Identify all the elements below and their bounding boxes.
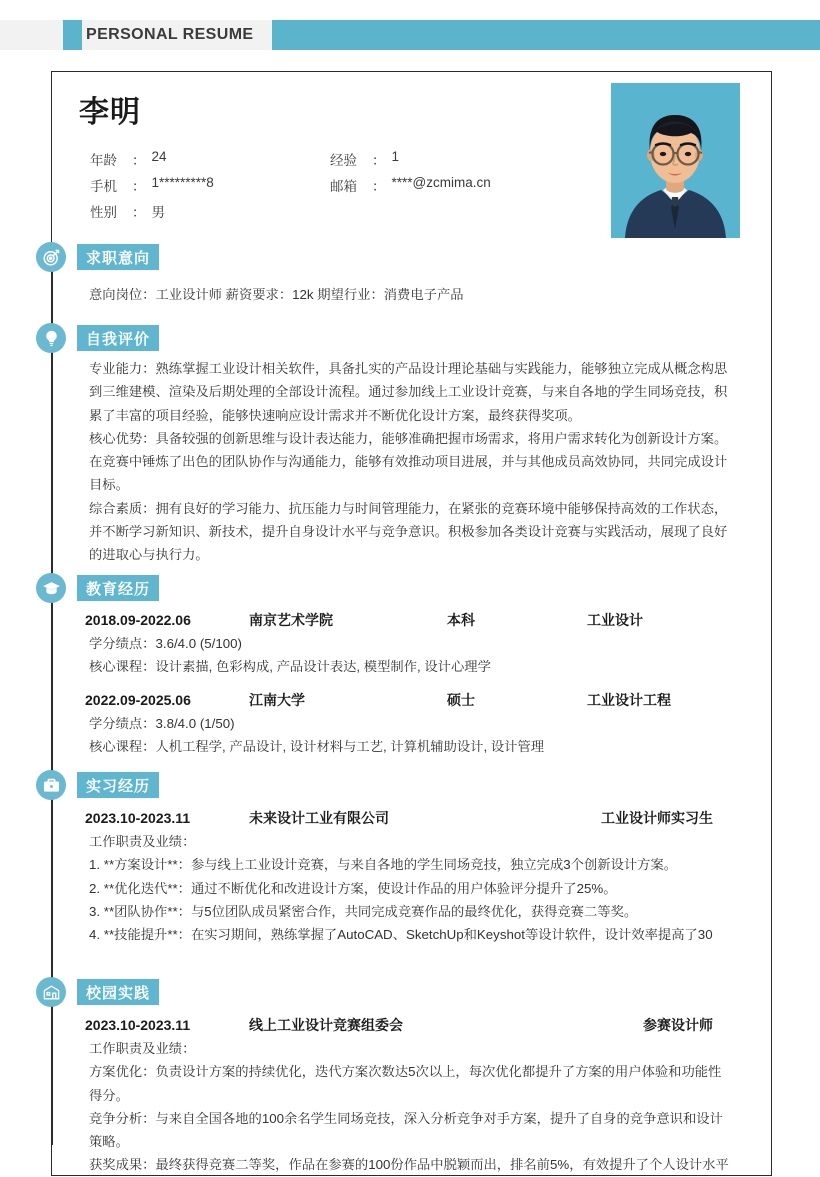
info-value: ****@zcmima.cn xyxy=(391,175,491,190)
self-eval-line: 在竞赛中锤炼了出色的团队协作与沟通能力，能够有效推动项目进展，并与其他成员高效协同，共同完成设计 xyxy=(89,454,728,470)
info-value: 男 xyxy=(151,205,165,220)
info-field-age xyxy=(90,149,330,169)
internship-details xyxy=(85,830,775,946)
info-separator: ： xyxy=(372,153,386,168)
self-eval-line: 核心优势：具备较强的创新思维与设计表达能力，能够准确把握市场需求，将用户需求转化为创新设计方案。 xyxy=(89,430,728,446)
education-entry xyxy=(85,608,775,679)
internship-company: 未来设计工业有限公司 xyxy=(249,810,389,826)
education-degree: 本科 xyxy=(447,612,475,628)
education-school: 江南大学 xyxy=(249,692,305,708)
campus-line: 策略。 xyxy=(89,1134,129,1150)
self-eval-line: 的进取心与执行力。 xyxy=(89,547,209,563)
info-field-gender xyxy=(90,201,330,221)
basic-info-grid xyxy=(90,146,590,224)
info-value: 24 xyxy=(151,149,167,164)
info-field-experience xyxy=(330,149,399,169)
info-field-email xyxy=(330,175,491,195)
self-eval-line: 到三维建模、渲染及后期处理的全部设计流程。通过参加线上工业设计竞赛，与来自各地的学生同场竞技，积 xyxy=(89,384,728,400)
info-label: 邮箱 xyxy=(330,179,357,194)
campus-line: 得分。 xyxy=(89,1087,129,1103)
internship-role: 工业设计师实习生 xyxy=(601,810,713,826)
info-label: 年龄 xyxy=(90,153,117,168)
campus-date: 2023.10-2023.11 xyxy=(85,1017,191,1033)
education-major: 工业设计工程 xyxy=(587,692,671,708)
internship-entry-header xyxy=(85,806,775,830)
banner-teal-fill xyxy=(272,20,820,50)
education-courses: 核心课程：设计素描, 色彩构成, 产品设计表达, 模型制作, 设计心理学 xyxy=(89,659,491,675)
info-row xyxy=(90,172,590,198)
section-title-education: 教育经历 xyxy=(77,575,159,601)
internship-line: 工作职责及业绩： xyxy=(89,834,196,849)
education-gpa: 学分绩点：3.8/4.0 (1/50) xyxy=(89,716,235,731)
candidate-name: 李明 xyxy=(79,96,141,129)
banner-label-background xyxy=(82,20,272,50)
self-eval-line: 并不断学习新知识、新技术，提升自身设计水平与竞争意识。积极参加各类设计竞赛与实践活动，展现了良好 xyxy=(89,524,728,540)
education-date: 2018.09-2022.06 xyxy=(85,612,191,628)
banner-left-gray xyxy=(0,20,63,50)
self-eval-line: 综合素质：拥有良好的学习能力、抗压能力与时间管理能力，在紧张的竞赛环境中能够保持高效的工作状态， xyxy=(89,500,728,516)
info-separator: ： xyxy=(132,179,146,194)
internship-entry xyxy=(85,806,775,946)
campus-line: 工作职责及业绩： xyxy=(89,1041,196,1056)
self-eval-line: 专业能力：熟练掌握工业设计相关软件，具备扎实的产品设计理论基础与实践能力，能够独立完成从概念构思 xyxy=(89,361,728,376)
education-major: 工业设计 xyxy=(587,612,643,628)
job-intention-body xyxy=(89,283,767,306)
graduation-cap-icon xyxy=(36,573,66,603)
self-eval-line: 目标。 xyxy=(89,477,129,493)
section-title-internship: 实习经历 xyxy=(77,772,159,798)
education-details xyxy=(85,712,775,759)
education-details xyxy=(85,632,775,679)
page-banner xyxy=(0,20,820,50)
info-value: 1*********8 xyxy=(151,175,214,190)
internship-date: 2023.10-2023.11 xyxy=(85,810,191,826)
campus-line: 竞争分析：与来自全国各地的100余名学生同场竞技，深入分析竞争对手方案，提升了自身的竞争意识和设计 xyxy=(89,1110,723,1126)
avatar xyxy=(611,83,740,238)
internship-line: 2. **优化迭代**：通过不断优化和改进设计方案，使设计作品的用户体验评分提升了25%。 xyxy=(89,880,617,896)
section-title-job-intention: 求职意向 xyxy=(77,244,159,270)
info-field-phone xyxy=(90,175,330,195)
section-title-self-evaluation: 自我评价 xyxy=(77,325,159,351)
campus-role: 参赛设计师 xyxy=(643,1017,713,1033)
campus-details xyxy=(85,1037,775,1177)
school-building-icon xyxy=(36,977,66,1007)
education-date: 2022.09-2025.06 xyxy=(85,692,191,708)
info-value: 1 xyxy=(391,149,400,164)
education-gpa: 学分绩点：3.6/4.0 (5/100) xyxy=(89,636,242,651)
briefcase-icon xyxy=(36,770,66,800)
job-intention-line: 意向岗位：工业设计师 薪资要求：12k 期望行业：消费电子产品 xyxy=(89,287,464,302)
info-separator: ： xyxy=(132,153,146,168)
campus-organization: 线上工业设计竞赛组委会 xyxy=(249,1017,403,1033)
education-entry-header xyxy=(85,688,775,712)
timeline-spine xyxy=(51,265,53,1145)
section-title-campus-practice: 校园实践 xyxy=(77,979,159,1005)
info-row xyxy=(90,198,590,224)
campus-line: 获奖成果：最终获得竞赛二等奖，作品在参赛的100份作品中脱颖而出，排名前5%，有效提升了个人设计水平 xyxy=(89,1157,729,1173)
education-entry-header xyxy=(85,608,775,632)
campus-entry-header xyxy=(85,1013,775,1037)
target-icon xyxy=(36,242,66,272)
info-separator: ： xyxy=(132,205,146,220)
campus-practice-entry xyxy=(85,1013,775,1177)
internship-line: 1. **方案设计**：参与线上工业设计竞赛，与来自各地的学生同场竞技，独立完成3个创新设计方案。 xyxy=(89,857,678,873)
education-degree: 硕士 xyxy=(447,692,475,708)
campus-line: 方案优化：负责设计方案的持续优化，迭代方案次数达5次以上，每次优化都提升了方案的用户体验和功能性 xyxy=(89,1064,722,1080)
info-separator: ： xyxy=(372,179,386,194)
internship-line: 3. **团队协作**：与5位团队成员紧密合作，共同完成竞赛作品的最终优化，获得竞赛二等奖。 xyxy=(89,903,638,919)
banner-teal-block xyxy=(63,20,82,50)
info-label: 性别 xyxy=(90,205,117,220)
education-entry xyxy=(85,688,775,759)
info-label: 经验 xyxy=(330,153,357,168)
self-eval-line: 累了丰富的项目经验，能够快速响应设计需求并不断优化设计方案，最终获得奖项。 xyxy=(89,407,581,423)
portrait-illustration xyxy=(611,83,740,238)
education-school: 南京艺术学院 xyxy=(249,612,333,628)
self-evaluation-body xyxy=(89,357,767,567)
info-label: 手机 xyxy=(90,179,117,194)
education-courses: 核心课程：人机工程学, 产品设计, 设计材料与工艺, 计算机辅助设计, 设计管理 xyxy=(89,739,545,755)
banner-title: PERSONAL RESUME xyxy=(86,26,254,43)
lightbulb-icon xyxy=(36,323,66,353)
info-row xyxy=(90,146,590,172)
internship-line: 4. **技能提升**：在实习期间，熟练掌握了AutoCAD、SketchUp和Keyshot等设计软件，设计效率提高了30 xyxy=(89,927,713,943)
